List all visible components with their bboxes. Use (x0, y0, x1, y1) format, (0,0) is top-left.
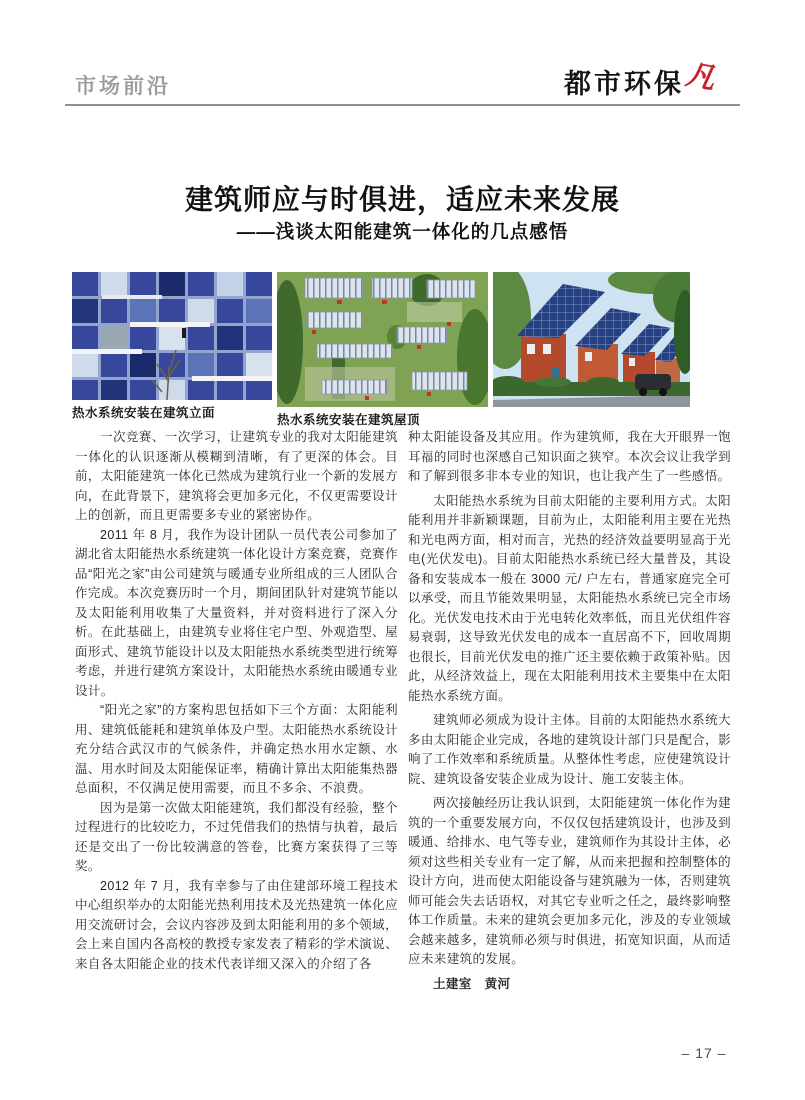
figure-solar-houses (493, 272, 690, 407)
text-column-left (75, 428, 398, 999)
journal-logo-text: 都市环保 (563, 69, 684, 99)
solar-houses-street-photo (493, 272, 690, 407)
photo-caption-facade: 热水系统安装在建筑立面 (72, 406, 216, 420)
paragraph: 2012 年 7 月，我有幸参与了由住建部环境工程技术中心组织举办的太阳能光热利用技术及光热建筑一体化应用交流研讨会，会议内容涉及到太阳能利用的多个领域，会上来自国内各高校的教授专家发表了精彩的学术演说、来自各太阳能企业的技术代表详细又深入的介绍了各 (75, 878, 398, 971)
page-number: – 17 – (681, 1045, 727, 1061)
paragraph: 2011 年 8 月，我作为设计团队一员代表公司参加了湖北省太阳能热水系统建筑一体化设计方案竞赛，竞赛作品“阳光之家”由公司建筑与暖通专业所组成的三人团队合作完成。本次竞赛历时一个月，期间团队针对建筑节能以及太阳能利用收集了大量资料，并对资料进行了深入分析。在此基础上，由建筑专业将住宅户型、外观造型、屋面形式、建筑节能设计以及太阳能热水系统类型进行统筹考虑，并进行建筑方案设计，太阳能热水系统由暖通专业设计。 (75, 527, 398, 698)
paragraph: 种太阳能设备及其应用。作为建筑师，我在大开眼界一饱耳福的同时也深感自己知识面之狭窄。本次会议让我学到和了解到很多非本专业的知识，也让我产生了一些感悟。 (408, 430, 731, 483)
paragraph: 建筑师必须成为设计主体。目前的太阳能热水系统大多由太阳能企业完成，各地的建筑设计部门只是配合，影响了工作效率和系统质量。从整体性考虑，应使建筑设计院、建筑设备安装企业成为设计、施工安装主体。 (408, 713, 731, 786)
figure-rooftop-aerial (277, 272, 488, 428)
section-title: 市场前沿 (75, 75, 171, 98)
paragraph: “阳光之家”的方案构思包括如下三个方面：太阳能利用、建筑低能耗和建筑单体及户型。太阳能热水系统设计充分结合武汉市的气候条件，并确定热水用水定额、水温、用水时间及太阳能保证率，精确计算出太阳能集热器总面积，不仅满足使用需要，而且不多余、不浪费。 (75, 703, 398, 795)
paragraph: 因为是第一次做太阳能建筑，我们都没有经验，整个过程进行的比较吃力，不过凭借我们的热情与执着，最后还是交出了一份比较满意的答卷，比赛方案获得了三等奖。 (75, 800, 398, 873)
solar-facade-photo (72, 272, 272, 400)
paragraph: 两次接触经历让我认识到，太阳能建筑一体化作为建筑的一个重要发展方向，不仅仅包括建筑设计，也涉及到暖通、给排水、电气等专业，建筑师作为其设计主体，必须对这些相关专业有一定了解，从而来把握和控制整体的设计方向，进而使太阳能设备与建筑融为一体，否则建筑师可能会失去话语权，对其它专业听之任之，最终影响整体工作质量。未来的建筑会更加多元化，涉及的专业领域会越来越多，建筑师必须与时俱进，拓宽知识面，从而适应未来建筑的发展。 (408, 796, 731, 966)
article-subtitle: ——浅谈太阳能建筑一体化的几点感悟 (236, 221, 569, 242)
journal-logo (563, 56, 718, 101)
photo-strip (72, 272, 690, 428)
article-body (75, 428, 731, 999)
paragraph: 太阳能热水系统为目前太阳能的主要利用方式。太阳能利用并非新颖课题，目前为止，太阳能利用主要在光热和光电两方面，相对而言，光热的经济效益要明显高于光电(光伏发电)。目前太阳能热水系统已经大量普及，其设备和安装成本一般在 3000 元/ 户左右，普通家庭完全可以承受，而且节能效果明显，太阳能热水系统已完全市场化。光伏发电技术由于光电转化效率低，而且光伏组件容易衰弱，这导致光伏发电的成本一直居高不下，回收周期也很长，目前光伏发电的推广还主要依赖于政策补贴。因此，从经济效益上，现在太阳能利用技术主要集中在太阳能热水系统方面。 (408, 493, 731, 703)
article-title: 建筑师应与时俱进，适应未来发展 (184, 185, 620, 216)
journal-seal-icon: 凡 (683, 56, 718, 96)
header-divider (65, 104, 740, 106)
figure-solar-facade (72, 272, 272, 421)
solar-rooftop-aerial-photo (277, 272, 488, 407)
photo-caption-rooftop: 热水系统安装在建筑屋顶 (277, 413, 421, 427)
paragraph: 一次竞赛、一次学习，让建筑专业的我对太阳能建筑一体化的认识逐渐从模糊到清晰，有了更深的体会。目前，太阳能建筑一体化已然成为建筑行业一个新的发展方向，在此背景下，建筑将会更加多元化，不仅更需要设计上的创新，而且更需要多专业的紧密协作。 (75, 430, 398, 522)
text-column-right (408, 428, 731, 999)
author-byline: 土建室 黄河 (433, 976, 511, 991)
